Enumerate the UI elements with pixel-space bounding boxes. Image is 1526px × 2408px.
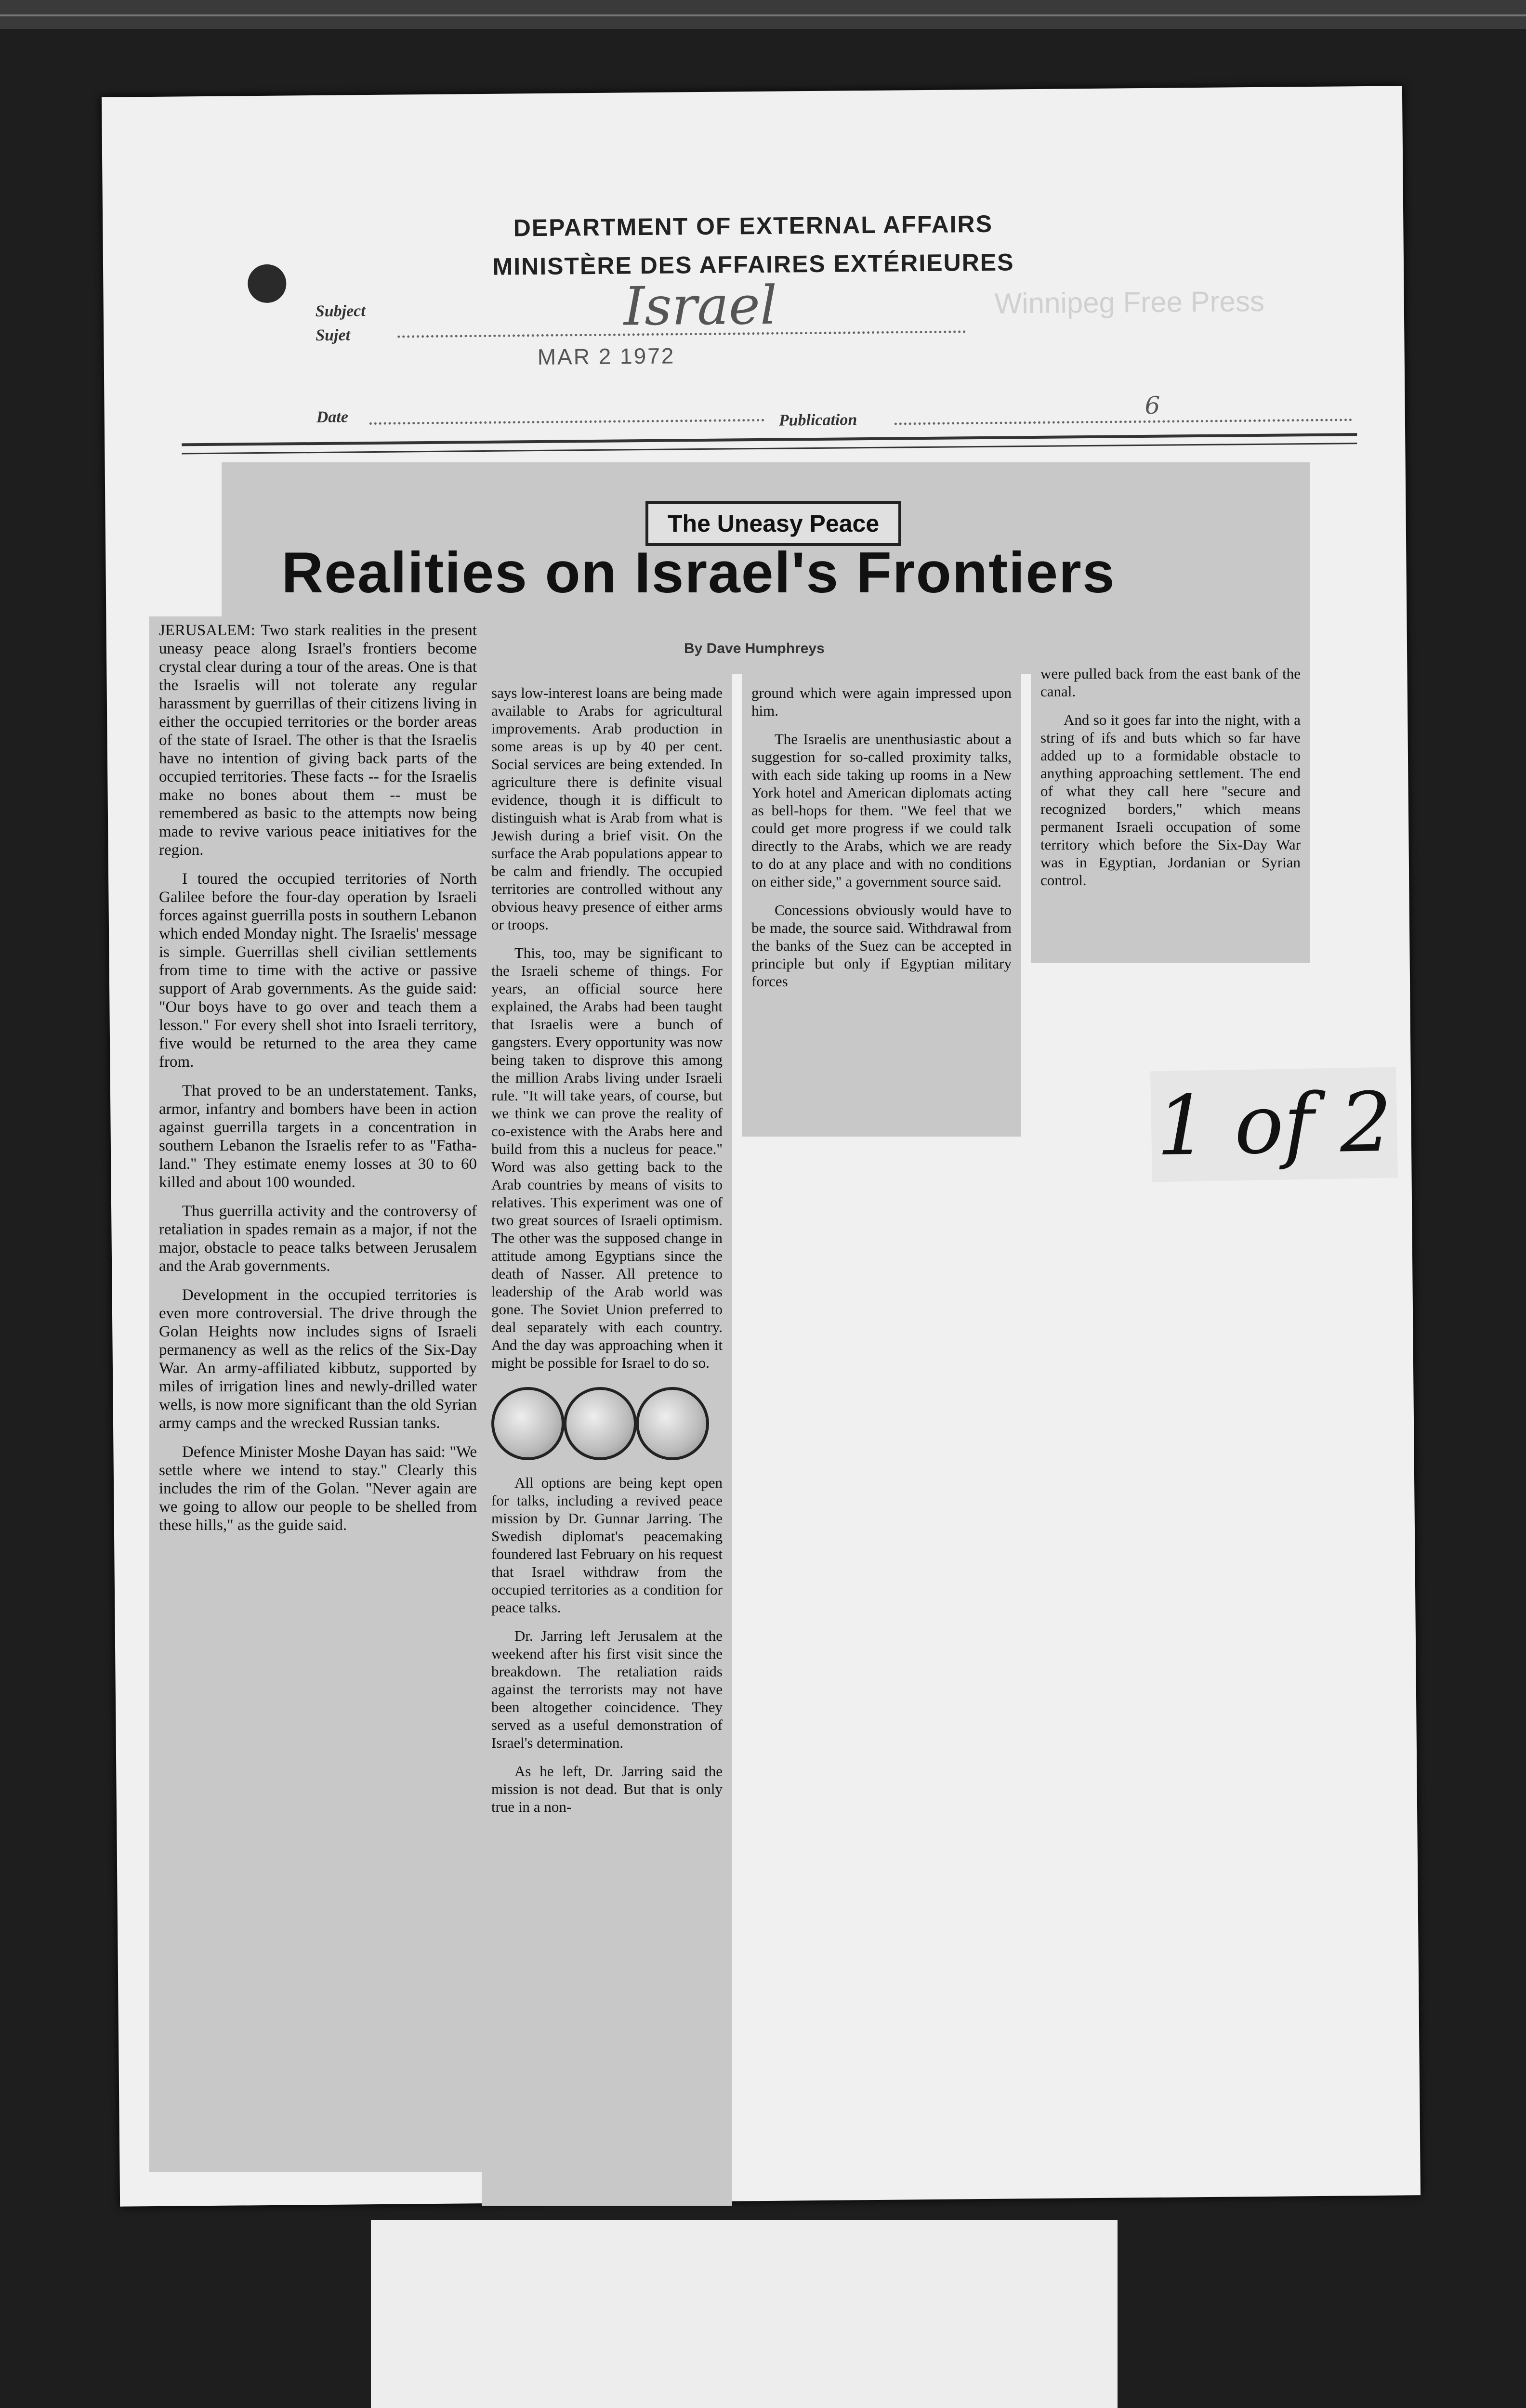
page-count-tag: 1 of 2 [1150, 1067, 1398, 1182]
globes-ornament [491, 1382, 723, 1464]
department-header-fr: MINISTÈRE DES AFFAIRES EXTÉRIEURES [492, 249, 1014, 280]
department-header-en: DEPARTMENT OF EXTERNAL AFFAIRS [513, 210, 993, 242]
col2-para-3: All options are being kept open for talks, including a revived peace mission by Dr. Gunnar Jarring. The Swedish diplomat's peacemaking foundered last February on his request that Israel withdraw from the occupied territories as a condition for peace talks. [491, 1474, 723, 1616]
publication-mark: 6 [1144, 391, 1160, 419]
col1-para-6: Defence Minister Moshe Dayan has said: "We settle where we intend to stay." Clearly this includes the rim of the Golan. "Never again are we going to allow our people to be shelled from these hills," as the guide said. [159, 1443, 477, 1534]
globe-icon [491, 1387, 565, 1460]
article-column-3 [751, 684, 1012, 1001]
col3-para-3: Concessions obviously would have to be made, the source said. Withdrawal from the banks of the Suez can be accepted in principle but only if Egyptian military forces [751, 902, 1012, 990]
date-label: Date [316, 408, 349, 426]
next-card-edge [371, 2220, 1118, 2408]
clipping-headline: Realities on Israel's Frontiers [281, 540, 1116, 605]
clipping-kicker: The Uneasy Peace [645, 501, 901, 546]
col1-para-4: Thus guerrilla activity and the controversy of retaliation in spades remain as a major, if not the major, obstacle to peace talks between Jerusalem and the Arab governments. [159, 1203, 477, 1275]
col3-para-1: ground which were again impressed upon him. [751, 684, 1012, 719]
sujet-label: Sujet [316, 326, 351, 345]
col1-para-3: That proved to be an understatement. Tanks, armor, infantry and bombers have been in action against guerrilla targets in a concentration in southern Lebanon the Israelis refer to as "Fatha-land." They estimate enemy losses at 30 to 60 killed and about 100 wounded. [159, 1082, 477, 1191]
article-column-1 [159, 621, 477, 1545]
col2-para-5: As he left, Dr. Jarring said the mission is not dead. But that is only true in a non- [491, 1763, 723, 1815]
globe-icon [564, 1387, 637, 1460]
col2-para-4: Dr. Jarring left Jerusalem at the weekend after his first visit since the breakdown. The retaliation raids against the terrorists may not have been altogether coincidence. They served as a useful demonstration of Israel's determination. [491, 1627, 723, 1751]
clipping-byline: By Dave Humphreys [684, 641, 825, 656]
film-edge-line [0, 14, 1526, 16]
article-column-2 [491, 684, 723, 1826]
globe-icon [636, 1387, 709, 1460]
col3-para-2: The Israelis are unenthusiastic about a suggestion for so-called proximity talks, with each side taking up rooms in a New York hotel and American diplomats acting as bell-hops for them. "We feel that we could get more progress if we could talk directly to the Arabs, which we are ready to do at any place and with no conditions on either side," a government source said. [751, 731, 1012, 890]
col4-para-2: And so it goes far into the night, with a string of ifs and buts which so far have added up to a formidable obstacle to anything approaching settlement. The end of what they call here "secure and recognized borders," which means permanent Israeli occupation of some territory which before the Six-Day War was in Egyptian, Jordanian or Syrian control. [1040, 711, 1301, 889]
date-stamp: MAR 2 1972 [537, 343, 675, 369]
publication-line [895, 419, 1352, 425]
col1-para-1: JERUSALEM: Two stark realities in the present uneasy peace along Israel's frontiers become crystal clear during a tour of the areas. One is that the Israelis will not tolerate any regular harassment by guerrillas of their citizens living in either the occupied territories or the border areas of the state of Israel. The other is that the Israelis have no intention of giving back parts of the occupied territories. These facts -- for the Israelis make no bones about them -- must be remembered as basic to the attempts now being made to revive various peace initiatives for the region. [159, 622, 477, 859]
ghost-publication-text: Winnipeg Free Press [994, 285, 1265, 320]
article-column-4 [1040, 665, 1301, 900]
col2-para-2: This, too, may be significant to the Israeli scheme of things. For years, an official source here explained, the Arabs had been taught that Israelis were a bunch of gangsters. Every opportunity was now being taken to disprove this among the million Arabs living under Israeli rule. "It will take years, of course, but we think we can prove the reality of co-existence with the Arabs here and build from this a nucleus for peace." Word was also getting back to the Arab countries by means of visits to relatives. This experiment was one of two great sources of Israeli optimism. The other was the supposed change in attitude among Egyptians since the death of Nasser. All pretence to leadership of the Arab world was gone. The Soviet Union preferred to deal separately with each country. And the day was approaching when it might be possible for Israel to do so. [491, 944, 723, 1371]
col4-para-1: were pulled back from the east bank of the canal. [1040, 665, 1301, 700]
col1-para-2: I toured the occupied territories of North Galilee before the four-day operation by Israeli forces against guerrilla posts in southern Lebanon which ended Monday night. The Israelis' message is simple. Guerrillas shell civilian settlements from time to time with the active or passive support of Arab governments. As the guide said: "Our boys have to go over and teach them a lesson." For every shell shot into Israeli territory, five would be returned to the area they came from. [159, 870, 477, 1071]
col1-para-5: Development in the occupied territories is even more controversial. The drive through the Golan Heights now includes signs of Israeli permanency as well as the relics of the Six-Day War. An army-affiliated kibbutz, supported by miles of irrigation lines and newly-drilled water wells, is now more significant than the old Syrian army camps and the wrecked Russian tanks. [159, 1286, 477, 1432]
date-line [369, 419, 764, 425]
col2-para-1: says low-interest loans are being made available to Arabs for agricultural improvements. Arab production in some areas is up by 40 per cent. Social services are being extended. In agriculture there is definite visual evidence, though it is difficult to distinguish what is Arab from what is Jewish during a brief visit. On the surface the Arab populations appear to be calm and friendly. The occupied territories are controlled without any obvious heavy presence of either arms or troops. [491, 684, 723, 933]
subject-label: Subject [315, 302, 366, 321]
subject-handwriting: Israel [623, 274, 777, 338]
publication-label: Publication [778, 411, 857, 430]
